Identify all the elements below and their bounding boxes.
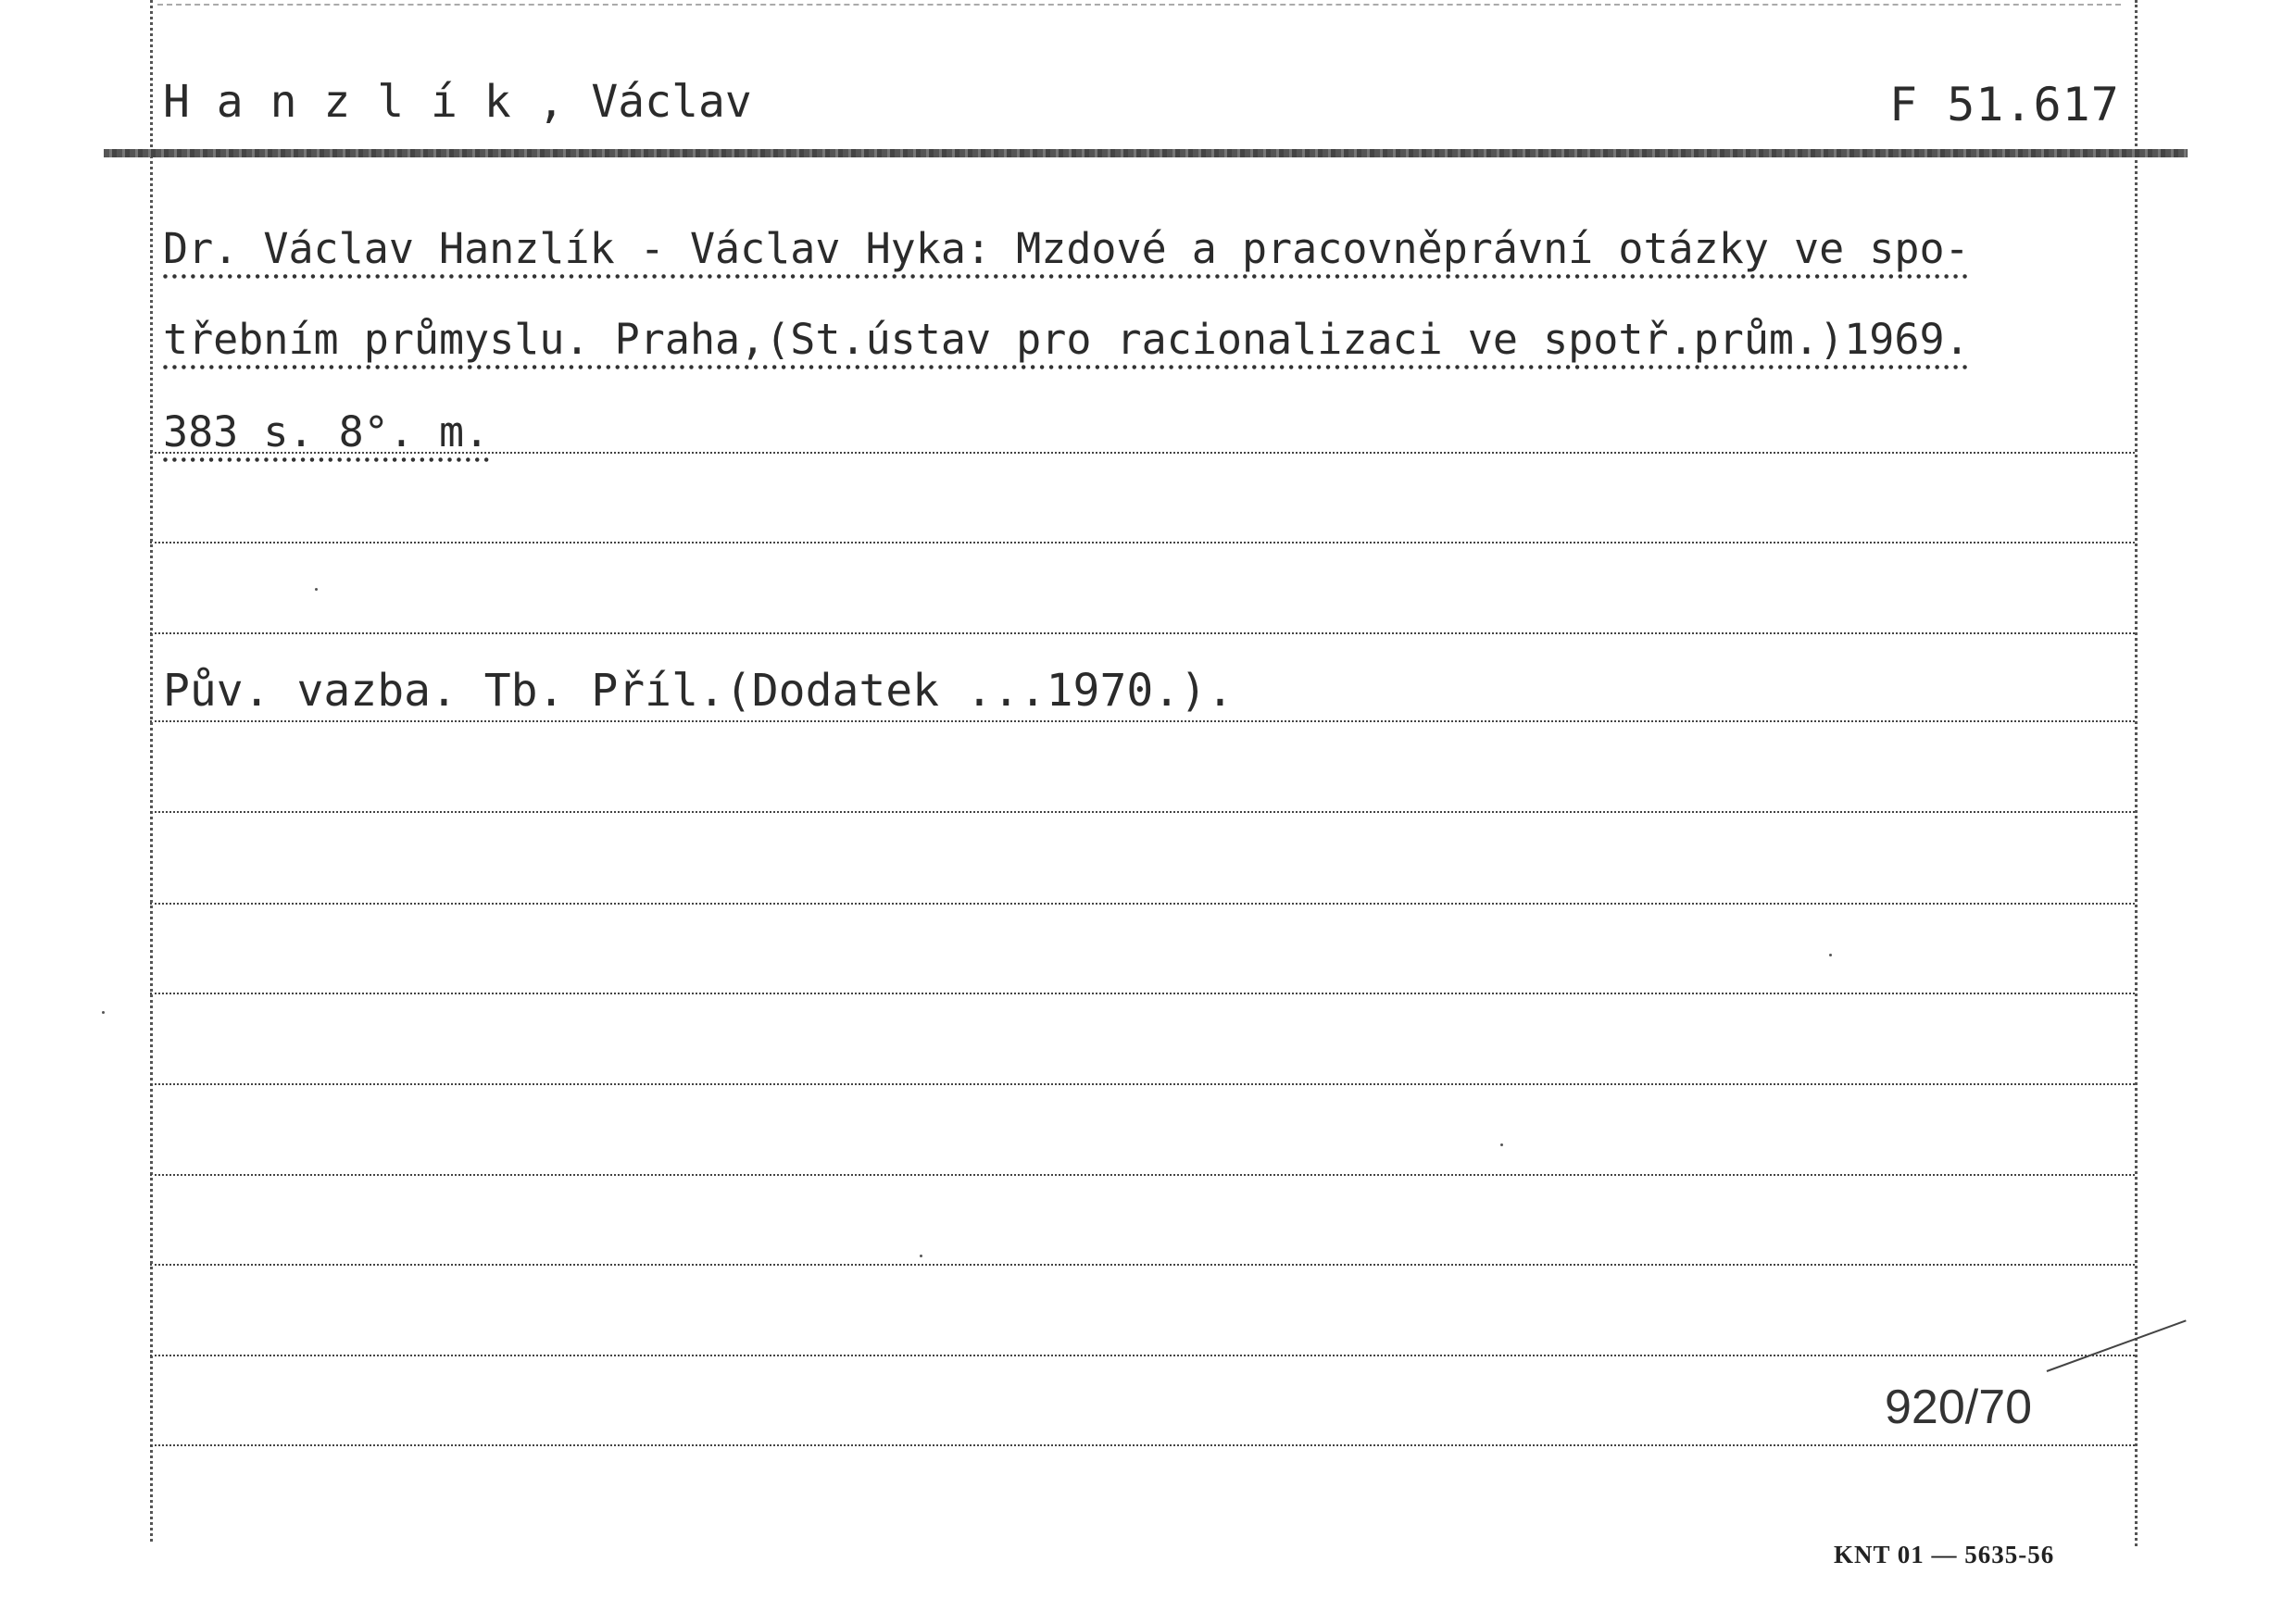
- ruled-line: [150, 1174, 2135, 1176]
- binding-note: Pův. vazba. Tb. Příl.(Dodatek ...1970.).: [163, 665, 1234, 717]
- paper-speck: [1829, 954, 1832, 956]
- paper-speck: [1500, 1143, 1503, 1146]
- left-margin-line: [150, 0, 153, 1542]
- form-code: KNT 01 — 5635-56: [1834, 1541, 2055, 1568]
- ruled-line: [150, 632, 2135, 634]
- entry-line-3: 383 s. 8°. m.: [163, 407, 490, 456]
- ruled-line: [150, 720, 2135, 722]
- ruled-line: [150, 1264, 2135, 1266]
- ruled-line: [150, 993, 2135, 994]
- ruled-line: [150, 542, 2135, 543]
- ruled-line: [150, 452, 2135, 454]
- ruled-line: [150, 1444, 2135, 1446]
- accession-number: 920/70: [1885, 1380, 2033, 1434]
- ruled-line: [150, 903, 2135, 905]
- header-rule: [104, 149, 2188, 157]
- ruled-line: [150, 811, 2135, 813]
- ruled-line: [150, 1355, 2135, 1356]
- right-margin-line: [2135, 0, 2138, 1546]
- paper-speck: [920, 1255, 922, 1257]
- entry-line-2: třebním průmyslu. Praha,(St.ústav pro racionalizaci ve spotř.prům.)1969.: [163, 315, 1970, 364]
- paper-speck: [315, 588, 318, 591]
- paper-speck: [102, 1011, 105, 1014]
- ruled-line: [150, 1083, 2135, 1085]
- call-number: F 51.617: [1889, 78, 2120, 131]
- pencil-stroke: [2047, 1319, 2187, 1372]
- entry-line-1: Dr. Václav Hanzlík - Václav Hyka: Mzdové a pracovněprávní otázky ve spo-: [163, 224, 1970, 273]
- author-heading: H a n z l í k , Václav: [163, 76, 752, 128]
- top-edge-marks: [157, 4, 2121, 9]
